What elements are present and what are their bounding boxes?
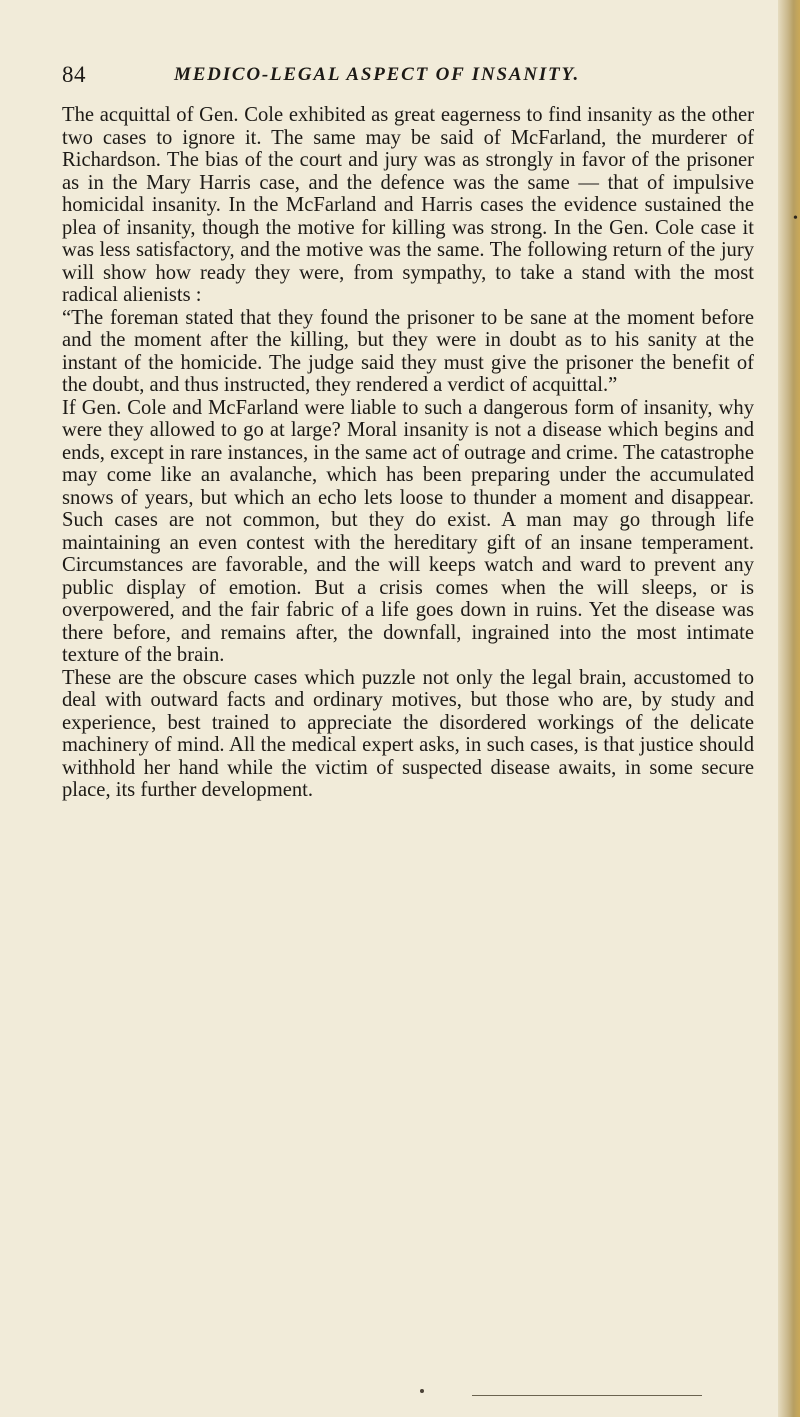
- page-number: 84: [62, 62, 86, 87]
- footer-rule: [472, 1395, 702, 1396]
- paragraph-2-quotation: “The foreman stated that they found the prisoner to be sane at the moment before and the moment after the killing, but they were in doubt as to his sanity at the instant of the homicide. The judge said they must give the prisoner the benefit of the doubt, and thus instructed, they rendered a verdict of acquittal.”: [62, 306, 754, 396]
- paragraph-3: If Gen. Cole and McFarland were liable to such a dangerous form of insanity, why were they allowed to go at large? Moral insanity is not a disease which begins and ends, except in rare instances, in the same act of outrage and crime. The catastrophe may come like an avalanche, which has been preparing under the accumulated snows of years, but which an echo lets loose to thunder a moment and disappear. Such cases are not common, but they do exist. A man may go through life maintaining an even contest with the hereditary gift of an insane temperament. Circumstances are favorable, and the will keeps watch and ward to prevent any public display of emotion. But a crisis comes when the will sleeps, or is overpowered, and the fair fabric of a life goes down in ruins. Yet the disease was there before, and remains after, the downfall, ingrained into the most intimate texture of the brain.: [62, 396, 754, 666]
- paragraph-4: These are the obscure cases which puzzle not only the legal brain, accustomed to deal with outward facts and ordinary motives, but those who are, by study and experience, best trained to appreciate the disordered workings of the delicate machinery of mind. All the medical expert asks, in such cases, is that justice should withhold her hand while the victim of suspected disease awaits, in some secure place, its further development.: [62, 666, 754, 801]
- body-text: [62, 104, 754, 802]
- paragraph-1: The acquittal of Gen. Cole exhibited as great eagerness to find insanity as the other two cases to ignore it. The same may be said of McFarland, the murderer of Richardson. The bias of the court and jury was as strongly in favor of the prisoner as in the Mary Harris case, and the defence was the same — that of impulsive homicidal insanity. In the McFarland and Harris cases the evidence sustained the plea of insanity, though the motive for killing was strong. In the Gen. Cole case it was less satisfactory, and the motive was the same. The following return of the jury will show how ready they were, from sympathy, to take a stand with the most radical alienists :: [62, 104, 754, 306]
- running-head: MEDICO-LEGAL ASPECT OF INSANITY.: [174, 64, 580, 85]
- margin-blemish: •: [793, 211, 798, 226]
- page-header: [62, 62, 752, 92]
- footer-mark: [420, 1389, 424, 1393]
